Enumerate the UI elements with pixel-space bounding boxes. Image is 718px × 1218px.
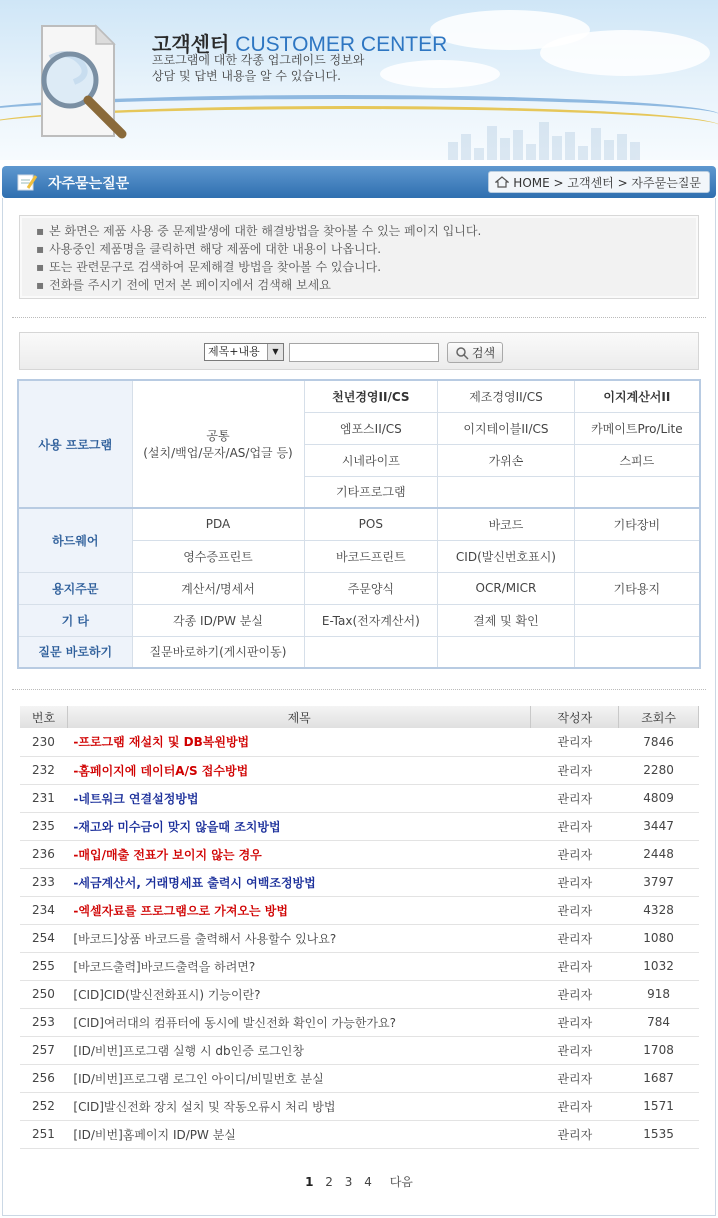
category-hardware-link[interactable]: POS: [304, 508, 438, 540]
column-header-views: 조회수: [619, 706, 699, 728]
row-views: 4809: [619, 784, 699, 812]
column-header-number: 번호: [20, 706, 68, 728]
row-title-link[interactable]: -세금계산서, 거래명세표 출력시 여백조정방법: [67, 868, 531, 896]
page-link[interactable]: 3: [344, 1175, 353, 1189]
memo-icon: [16, 172, 38, 192]
row-author: 관리자: [531, 812, 619, 840]
table-row[interactable]: [20, 1092, 699, 1120]
category-hardware-link[interactable]: 영수증프린트: [132, 540, 304, 572]
row-number: 251: [20, 1120, 68, 1148]
row-views: 1687: [619, 1064, 699, 1092]
table-row[interactable]: [20, 1008, 699, 1036]
banner-description-line: 상담 및 답변 내용을 알 수 있습니다.: [152, 69, 341, 83]
search-button-label: 검색: [471, 346, 496, 360]
category-table: [17, 379, 701, 669]
row-views: 3797: [619, 868, 699, 896]
row-title-link[interactable]: [바코드]상품 바코드를 출력해서 사용할수 있나요?: [67, 924, 531, 952]
row-author: 관리자: [531, 1008, 619, 1036]
column-header-title: 제목: [67, 706, 531, 728]
banner-title-english: CUSTOMER CENTER: [235, 33, 448, 56]
search-field-select-value: 제목+내용: [208, 345, 260, 358]
row-author: 관리자: [531, 1092, 619, 1120]
row-number: 232: [20, 756, 68, 784]
category-program-link[interactable]: 천년경영II/CS: [304, 380, 438, 412]
search-button[interactable]: [447, 342, 503, 363]
row-views: 918: [619, 980, 699, 1008]
cloud-decoration: [380, 60, 500, 88]
category-program-common-label[interactable]: 공통: [206, 429, 230, 443]
category-etc-link[interactable]: 각종 ID/PW 분실: [132, 604, 304, 636]
table-row[interactable]: [20, 756, 699, 784]
category-empty-cell: [574, 476, 700, 508]
document-magnifier-icon: [30, 18, 130, 143]
page-link[interactable]: 4: [364, 1175, 372, 1189]
row-title-link[interactable]: [ID/비번]프로그램 실행 시 db인증 로그인창: [67, 1036, 531, 1064]
row-title-link[interactable]: -네트워크 연결설정방법: [67, 784, 531, 812]
category-program-common[interactable]: [132, 380, 304, 508]
category-etc-link[interactable]: 결제 및 확인: [438, 604, 575, 636]
row-author: 관리자: [531, 1064, 619, 1092]
category-program-link[interactable]: 가위손: [438, 444, 575, 476]
section-header: [2, 166, 716, 198]
pagination: [0, 1173, 718, 1190]
category-hardware-link[interactable]: 바코드: [438, 508, 575, 540]
category-program-link[interactable]: 엠포스II/CS: [304, 412, 438, 444]
banner-title-korean: 고객센터: [152, 32, 230, 56]
table-row[interactable]: [20, 812, 699, 840]
divider: [12, 317, 706, 318]
row-views: 1535: [619, 1120, 699, 1148]
row-title-link[interactable]: [CID]CID(발신전화표시) 기능이란?: [67, 980, 531, 1008]
row-number: 234: [20, 896, 68, 924]
table-row[interactable]: [20, 784, 699, 812]
table-row[interactable]: [20, 896, 699, 924]
category-program-link[interactable]: 시네라이프: [304, 444, 438, 476]
table-row[interactable]: [20, 924, 699, 952]
notice-item: ▪ 또는 관련문구로 검색하여 문제해결 방법을 찾아볼 수 있습니다.: [36, 258, 698, 276]
category-empty-cell: [438, 476, 575, 508]
row-author: 관리자: [531, 924, 619, 952]
category-head-qna: 질문 바로하기: [18, 636, 132, 668]
row-number: 254: [20, 924, 68, 952]
category-head-paper: 용지주문: [18, 572, 132, 604]
divider: [12, 689, 706, 690]
category-program-link[interactable]: 기타프로그램: [304, 476, 438, 508]
row-author: 관리자: [531, 756, 619, 784]
row-title-link[interactable]: -재고와 미수금이 맞지 않을때 조치방법: [67, 812, 531, 840]
row-title-link[interactable]: -매입/매출 전표가 보이지 않는 경우: [67, 840, 531, 868]
next-page-link[interactable]: 다음: [389, 1175, 413, 1189]
row-number: 257: [20, 1036, 68, 1064]
category-paper-link[interactable]: 계산서/명세서: [132, 572, 304, 604]
category-empty-cell: [574, 636, 700, 668]
table-row[interactable]: [20, 840, 699, 868]
row-author: 관리자: [531, 896, 619, 924]
row-author: 관리자: [531, 784, 619, 812]
category-head-hardware: 하드웨어: [18, 508, 132, 572]
row-number: 255: [20, 952, 68, 980]
chevron-down-icon[interactable]: ▼: [267, 344, 283, 360]
table-row[interactable]: [20, 728, 699, 756]
category-paper-link[interactable]: 주문양식: [304, 572, 438, 604]
row-views: 1708: [619, 1036, 699, 1064]
table-row[interactable]: [20, 1036, 699, 1064]
category-hardware-link[interactable]: PDA: [132, 508, 304, 540]
row-author: 관리자: [531, 980, 619, 1008]
page-link[interactable]: 2: [325, 1175, 333, 1189]
table-row[interactable]: [20, 980, 699, 1008]
row-title-link[interactable]: [CID]발신전화 장치 설치 및 작동오류시 처리 방법: [67, 1092, 531, 1120]
row-title-link[interactable]: [바코드출력]바코드출력을 하려면?: [67, 952, 531, 980]
category-program-link[interactable]: 스피드: [574, 444, 700, 476]
table-row[interactable]: [20, 1064, 699, 1092]
row-author: 관리자: [531, 868, 619, 896]
category-empty-cell: [438, 636, 575, 668]
city-skyline-decoration: [448, 120, 698, 160]
row-views: 2280: [619, 756, 699, 784]
row-number: 250: [20, 980, 68, 1008]
category-program-link[interactable]: 제조경영II/CS: [438, 380, 575, 412]
notice-item: ▪ 본 화면은 제품 사용 중 문제발생에 대한 해결방법을 찾아볼 수 있는 페이지 입니다.: [36, 222, 698, 240]
row-views: 2448: [619, 840, 699, 868]
search-input[interactable]: [289, 343, 439, 362]
row-author: 관리자: [531, 952, 619, 980]
category-empty-cell: [574, 540, 700, 572]
breadcrumb[interactable]: [488, 171, 710, 193]
notice-box: [19, 215, 699, 299]
row-views: 1032: [619, 952, 699, 980]
row-number: 253: [20, 1008, 68, 1036]
category-hardware-link[interactable]: 바코드프린트: [304, 540, 438, 572]
banner-description-line: 프로그램에 대한 각종 업그레이드 정보와: [152, 53, 365, 67]
category-paper-link[interactable]: OCR/MICR: [438, 572, 575, 604]
row-views: 1571: [619, 1092, 699, 1120]
row-author: 관리자: [531, 728, 619, 756]
banner-description: [152, 52, 364, 84]
row-number: 256: [20, 1064, 68, 1092]
category-empty-cell: [304, 636, 438, 668]
category-program-link[interactable]: 이지계산서II: [574, 380, 700, 412]
category-program-link[interactable]: 카메이트Pro/Lite: [574, 412, 700, 444]
row-number: 235: [20, 812, 68, 840]
search-field-select[interactable]: [204, 343, 284, 361]
row-views: 1080: [619, 924, 699, 952]
row-views: 784: [619, 1008, 699, 1036]
page-link-current[interactable]: 1: [305, 1175, 314, 1189]
row-title-link[interactable]: -엑셀자료를 프로그램으로 가져오는 방법: [67, 896, 531, 924]
category-paper-link[interactable]: 기타용지: [574, 572, 700, 604]
row-number: 231: [20, 784, 68, 812]
category-hardware-link[interactable]: CID(발신번호표시): [438, 540, 575, 572]
row-author: 관리자: [531, 1120, 619, 1148]
row-views: 3447: [619, 812, 699, 840]
column-header-author: 작성자: [531, 706, 619, 728]
row-views: 7846: [619, 728, 699, 756]
category-qna-link[interactable]: 질문바로하기(게시판이동): [132, 636, 304, 668]
category-program-common-sub[interactable]: (설치/백업/문자/AS/업글 등): [143, 446, 293, 460]
table-row[interactable]: [20, 1120, 699, 1148]
category-head-etc: 기 타: [18, 604, 132, 636]
row-author: 관리자: [531, 840, 619, 868]
row-number: 252: [20, 1092, 68, 1120]
row-title-link[interactable]: [CID]여러대의 컴퓨터에 동시에 발신전화 확인이 가능한가요?: [67, 1008, 531, 1036]
board-body: [20, 728, 699, 1148]
category-hardware-link[interactable]: 기타장비: [574, 508, 700, 540]
search-bar: [19, 332, 699, 370]
table-row[interactable]: [20, 868, 699, 896]
row-author: 관리자: [531, 1036, 619, 1064]
row-number: 233: [20, 868, 68, 896]
cloud-decoration: [540, 30, 710, 76]
section-title: 자주묻는질문: [48, 176, 130, 192]
search-icon: [455, 346, 469, 360]
row-title-link[interactable]: [ID/비번]홈페이지 ID/PW 분실: [67, 1120, 531, 1148]
row-views: 4328: [619, 896, 699, 924]
notice-item: ▪ 전화를 주시기 전에 먼저 본 페이지에서 검색해 보세요: [36, 276, 698, 294]
category-empty-cell: [574, 604, 700, 636]
category-etc-link[interactable]: E-Tax(전자계산서): [304, 604, 438, 636]
row-title-link[interactable]: [ID/비번]프로그램 로그인 아이디/비밀번호 분실: [67, 1064, 531, 1092]
category-program-link[interactable]: 이지테이블II/CS: [438, 412, 575, 444]
row-number: 236: [20, 840, 68, 868]
row-title-link[interactable]: -프로그램 재설치 및 DB복원방법: [67, 728, 531, 756]
faq-board: [19, 706, 699, 1149]
row-title-link[interactable]: -홈페이지에 데이터A/S 접수방법: [67, 756, 531, 784]
home-icon: [495, 176, 509, 188]
header-banner: [0, 0, 718, 160]
table-row[interactable]: [20, 952, 699, 980]
row-number: 230: [20, 728, 68, 756]
notice-item: ▪ 사용중인 제품명을 클릭하면 해당 제품에 대한 내용이 나옵니다.: [36, 240, 698, 258]
breadcrumb-text[interactable]: HOME > 고객센터 > 자주묻는질문: [513, 175, 701, 190]
category-head-program: 사용 프로그램: [18, 380, 132, 508]
